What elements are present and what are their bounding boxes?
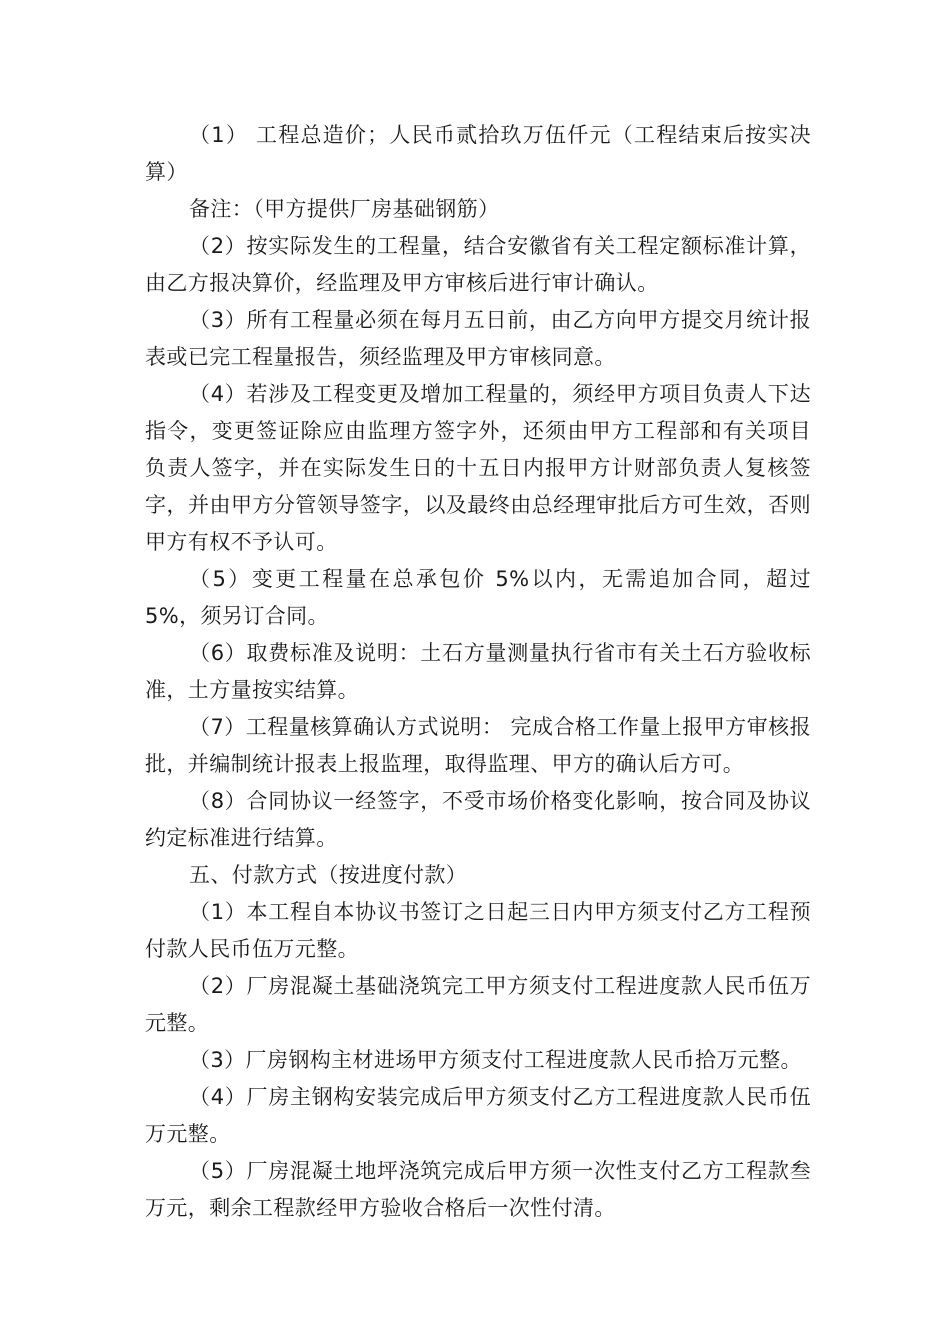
payment-item-2: （2）厂房混凝土基础浇筑完工甲方须支付工程进度款人民币伍万元整。 — [145, 974, 811, 1035]
remark-note: 备注：（甲方提供厂房基础钢筋） — [189, 197, 500, 221]
payment-item-4: （4）厂房主钢构安装完成后甲方须支付乙方工程进度款人民币伍万元整。 — [145, 1085, 811, 1146]
section-heading-payment: 五、付款方式（按进度付款） — [189, 863, 468, 887]
clause-fee-standard: （6）取费标准及说明：土石方量测量执行省市有关土石方验收标准，土方量按实结算。 — [145, 641, 811, 702]
payment-item-1: （1）本工程自本协议书签订之日起三日内甲方须支付乙方工程预付款人民币伍万元整。 — [145, 900, 811, 961]
clause-monthly-report: （3）所有工程量必须在每月五日前，由乙方向甲方提交月统计报表或已完工程量报告，须经监理及甲方审核同意。 — [145, 308, 811, 369]
clause-settlement-basis: （2）按实际发生的工程量，结合安徽省有关工程定额标准计算，由乙方报决算价，经监理及甲方审核后进行审计确认。 — [145, 234, 811, 295]
document-body — [145, 117, 811, 1227]
clause-confirmation-method: （7）工程量核算确认方式说明： 完成合格工作量上报甲方审核报批，并编制统计报表上报监理，取得监理、甲方的确认后方可。 — [145, 715, 811, 776]
clause-total-cost: （1） 工程总造价；人民币贰拾玖万伍仟元（工程结束后按实决算） — [145, 123, 811, 184]
clause-change-approval: （4）若涉及工程变更及增加工程量的，须经甲方项目负责人下达指令，变更签证除应由监理方签字外，还须由甲方工程部和有关项目 负责人签字，并在实际发生日的十五日内报甲方计财部负责人复核签字，并由甲方分管领导签字，以及最终由总经理审批后方可生效，否则甲方有权不予认可。 — [145, 382, 811, 554]
payment-item-3: （3）厂房钢构主材进场甲方须支付工程进度款人民币拾万元整。 — [189, 1048, 802, 1072]
payment-item-5: （5）厂房混凝土地坪浇筑完成后甲方须一次性支付乙方工程款叁万元，剩余工程款经甲方验收合格后一次性付清。 — [145, 1159, 811, 1220]
clause-change-threshold: （5）变更工程量在总承包价 5%以内，无需追加合同，超过 5%，须另订合同。 — [145, 567, 811, 628]
clause-price-fixed: （8）合同协议一经签字，不受市场价格变化影响，按合同及协议约定标准进行结算。 — [145, 789, 811, 850]
